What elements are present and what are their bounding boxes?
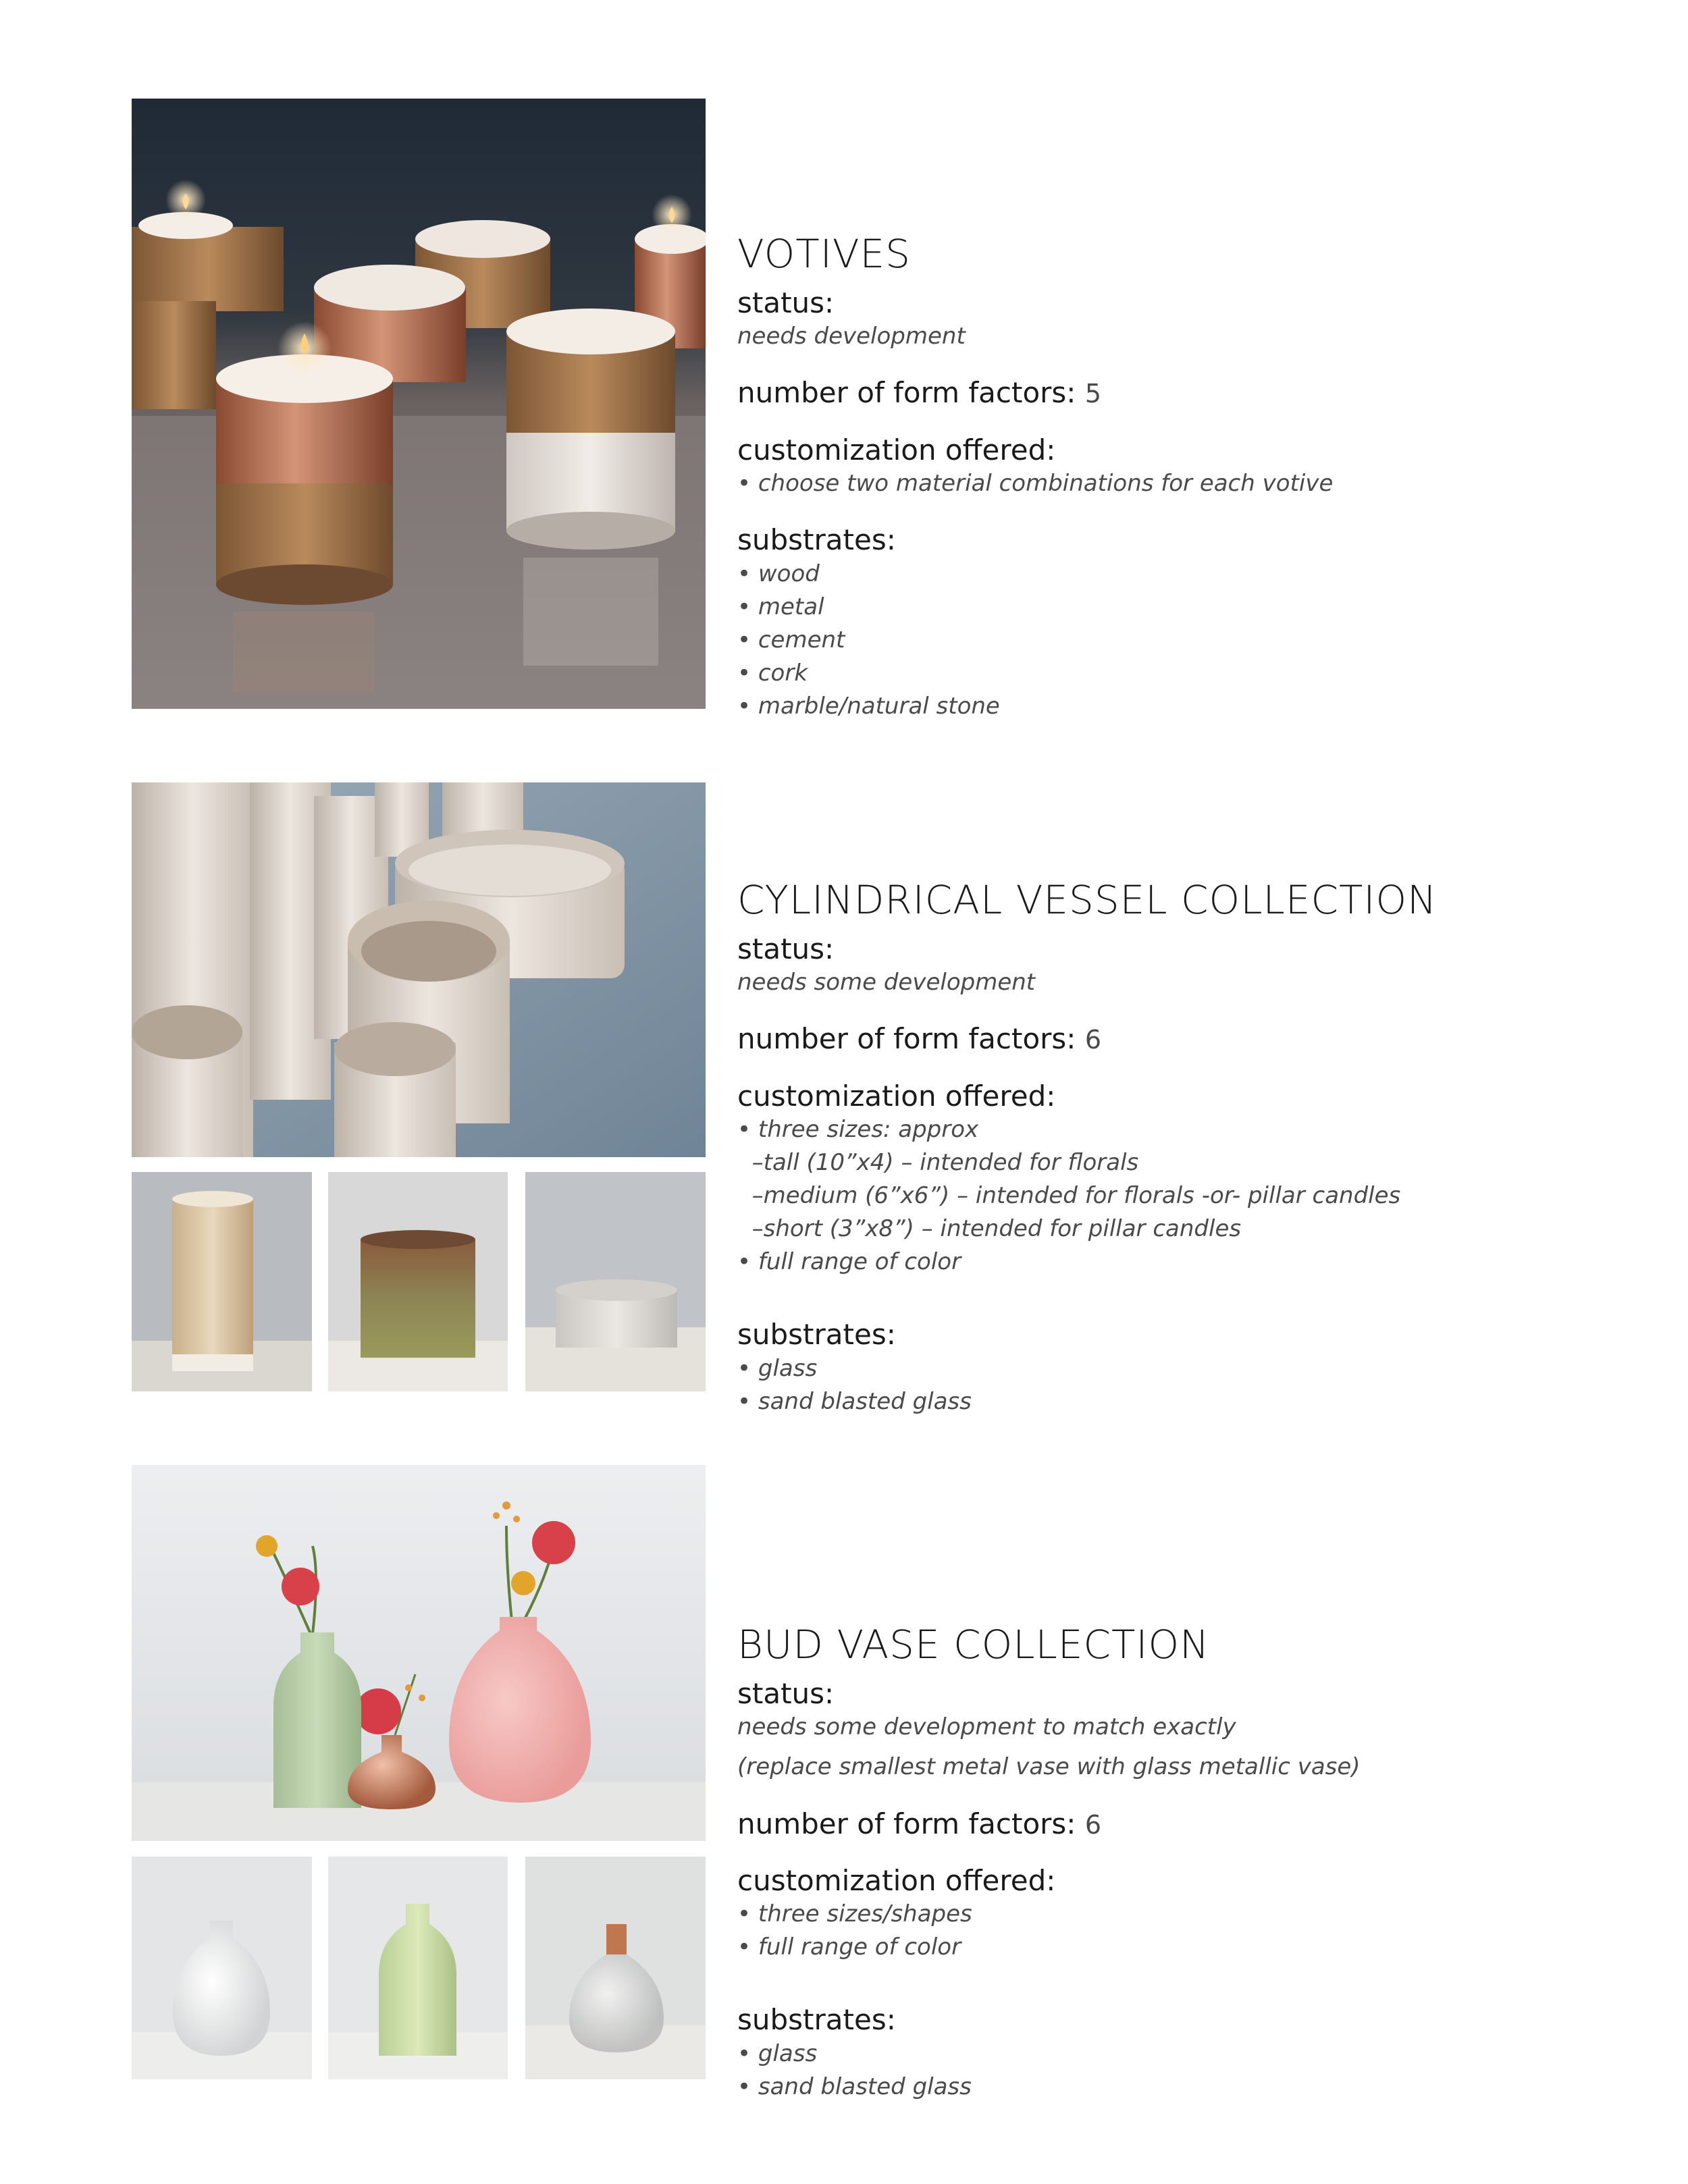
form-factors-line [737, 1022, 1656, 1056]
customization-list [737, 467, 1656, 500]
section-title: VOTIVES [737, 231, 911, 277]
form-factors-label: number of form factors: [737, 1807, 1076, 1840]
section-title: BUD VASE COLLECTION [737, 1622, 1210, 1668]
status-value: needs development [737, 323, 966, 350]
bud-vase-green-photo [328, 1857, 508, 2079]
substrates-label: substrates: [737, 523, 896, 557]
status-value: needs some development [737, 969, 1036, 996]
list-item: • cork [737, 659, 808, 687]
list-item: • marble/natural stone [737, 692, 1000, 720]
list-item: –tall (10”x4) – intended for florals [737, 1149, 1139, 1177]
form-factors-line [737, 1807, 1656, 1841]
status-label: status: [737, 286, 835, 319]
cylinder-tall-photo [132, 1172, 312, 1391]
substrates-list [737, 1352, 1656, 1418]
form-factors-value: 6 [1084, 1809, 1102, 1840]
bud-vase-details [737, 1622, 1656, 2104]
cylindrical-main-photo [132, 782, 706, 1157]
substrates-label: substrates: [737, 1318, 896, 1352]
form-factors-line [737, 376, 1656, 410]
list-item: • three sizes/shapes [737, 1900, 972, 1928]
customization-label: customization offered: [737, 1079, 1056, 1113]
substrates-list [737, 2037, 1656, 2104]
customization-label: customization offered: [737, 433, 1056, 467]
list-item: • cement [737, 626, 845, 654]
form-factors-value: 6 [1084, 1025, 1102, 1055]
votives-photo [132, 99, 706, 709]
cylindrical-details [737, 878, 1656, 1418]
bud-vase-clear-photo [525, 1857, 706, 2079]
customization-list [737, 1898, 1656, 1964]
list-item: • glass [737, 1354, 818, 1382]
list-item: • sand blasted glass [737, 2073, 972, 2100]
list-item: • full range of color [737, 1248, 961, 1276]
section-title: CYLINDRICAL VESSEL COLLECTION [737, 877, 1438, 923]
list-item: • glass [737, 2040, 818, 2067]
votives-details [737, 232, 1656, 723]
cylinder-short-photo [525, 1172, 706, 1391]
status-value: needs some development to match exactly [737, 1713, 1236, 1741]
list-item: • wood [737, 560, 820, 587]
substrates-list [737, 558, 1656, 723]
form-factors-value: 5 [1084, 379, 1102, 409]
form-factors-label: number of form factors: [737, 376, 1076, 410]
list-item: • sand blasted glass [737, 1387, 972, 1415]
cylinder-medium-photo [328, 1172, 508, 1391]
list-item: • three sizes: approx [737, 1116, 979, 1144]
bud-vase-white-photo [132, 1857, 312, 2079]
customization-label: customization offered: [737, 1864, 1056, 1898]
status-label: status: [737, 932, 835, 965]
list-item: –short (3”x8”) – intended for pillar candles [737, 1215, 1242, 1243]
status-note: (replace smallest metal vase with glass metallic vase) [737, 1753, 1361, 1781]
list-item: –medium (6”x6”) – intended for florals -or- pillar candles [737, 1182, 1401, 1210]
form-factors-label: number of form factors: [737, 1022, 1076, 1056]
list-item: • choose two material combinations for each votive [737, 470, 1334, 498]
substrates-label: substrates: [737, 2003, 896, 2037]
status-label: status: [737, 1676, 835, 1710]
customization-list [737, 1113, 1656, 1279]
list-item: • full range of color [737, 1934, 961, 1961]
bud-vase-main-photo [132, 1465, 706, 1841]
list-item: • metal [737, 593, 824, 620]
